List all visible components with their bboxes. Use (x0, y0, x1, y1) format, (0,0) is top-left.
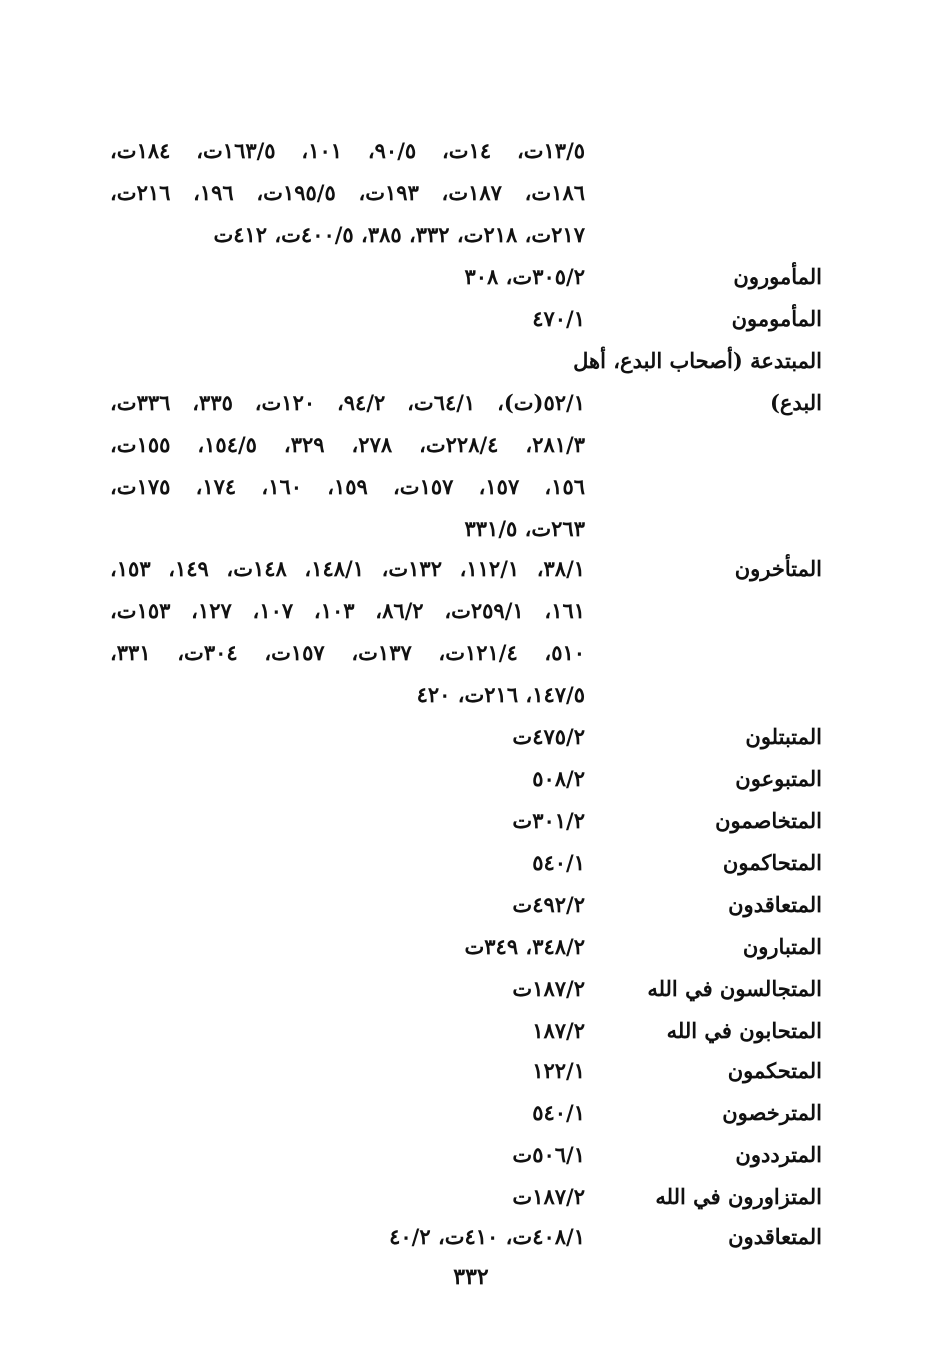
page-number: ٣٣٢ (453, 1264, 489, 1290)
index-term: المتعاقدون (728, 892, 822, 917)
index-refs-line: ٣٠١/٢ت (512, 808, 585, 833)
index-term: المتخاصمون (715, 808, 822, 833)
index-refs-line: ٢٦٣ت، ٣٣١/٥ (464, 516, 585, 541)
index-refs-line: ١٦١، ٢٥٩/١ت، ٨٦/٢، ١٠٣، ١٠٧، ١٢٧، ١٥٣ت، (110, 598, 586, 623)
index-term: المتحابون في الله (666, 1018, 822, 1043)
index-refs-line: ٥٠٦/١ت (512, 1142, 585, 1167)
index-term: المترددون (735, 1142, 822, 1167)
index-term: المأمورون (733, 264, 822, 289)
index-term: المتجالسون في الله (647, 976, 822, 1001)
index-term: المتحاكمون (722, 850, 822, 875)
index-refs-line: ٥٢/١(ت)، ٦٤/١ت، ٩٤/٢، ١٢٠ت، ٣٣٥، ٣٣٦ت، (110, 390, 586, 415)
index-refs-line: ٤٧٠/١ (532, 306, 585, 331)
index-term: البدع) (769, 390, 822, 415)
index-term: المترخصون (722, 1100, 822, 1125)
index-term: المتعاقدون (728, 1224, 822, 1249)
index-refs-line: ٣٠٥/٢ت، ٣٠٨ (464, 264, 585, 289)
index-refs-line: ١٢٢/١ (532, 1058, 585, 1083)
index-refs-line: ٥٠٨/٢ (532, 766, 585, 791)
index-refs-line: ١٨٧/٢ت (512, 976, 585, 1001)
index-refs-line: ١٥٦، ١٥٧، ١٥٧ت، ١٥٩، ١٦٠، ١٧٤، ١٧٥ت، (110, 474, 586, 499)
index-refs-line: ٥٤٠/١ (532, 1100, 585, 1125)
index-term: المتبتلون (745, 724, 822, 749)
index-refs-line: ٣٤٨/٢، ٣٤٩ت (464, 934, 585, 959)
index-refs-line: ١٤٧/٥، ٢١٦ت، ٤٢٠ (416, 682, 585, 707)
index-refs-line: ٥١٠، ١٢١/٤ت، ١٣٧ت، ١٥٧ت، ٣٠٤ت، ٣٣١، (110, 640, 586, 665)
index-refs-line: ١٨٧/٢ت (512, 1184, 585, 1209)
index-refs-line: ١٣/٥ت، ١٤ت، ٩٠/٥، ١٠١، ١٦٣/٥ت، ١٨٤ت، (110, 138, 586, 163)
index-refs-line: ٣٨/١، ١١٢/١، ١٣٢ت، ١٤٨/١، ١٤٨ت، ١٤٩، ١٥٣، (110, 556, 586, 581)
index-refs-line: ١٨٦ت، ١٨٧ت، ١٩٣ت، ١٩٥/٥ت، ١٩٦، ٢١٦ت، (110, 180, 586, 205)
index-refs-line: ٥٤٠/١ (532, 850, 585, 875)
index-refs-line: ١٨٧/٢ (532, 1018, 585, 1043)
index-term: المبتدعة (أصحاب البدع، أهل (573, 348, 822, 373)
index-term: المتحكمون (727, 1058, 822, 1083)
index-refs-line: ٢١٧ت، ٢١٨ت، ٣٣٢، ٣٨٥، ٤٠٠/٥ت، ٤١٢ت (213, 222, 585, 247)
index-term: المتبارون (742, 934, 822, 959)
index-refs-line: ٤٧٥/٢ت (512, 724, 585, 749)
index-term: المتبوعون (735, 766, 822, 791)
index-term: المتأخرون (734, 556, 822, 581)
index-refs-line: ٤٠٨/١ت، ٤١٠ت، ٤٠/٢ (389, 1224, 585, 1249)
index-refs-line: ٢٨١/٣، ٢٢٨/٤ت، ٢٧٨، ٣٢٩، ١٥٤/٥، ١٥٥ت، (110, 432, 585, 457)
index-term: المتزاورون في الله (655, 1184, 822, 1209)
index-refs-line: ٤٩٢/٢ت (512, 892, 585, 917)
index-term: المأمومون (731, 306, 822, 331)
